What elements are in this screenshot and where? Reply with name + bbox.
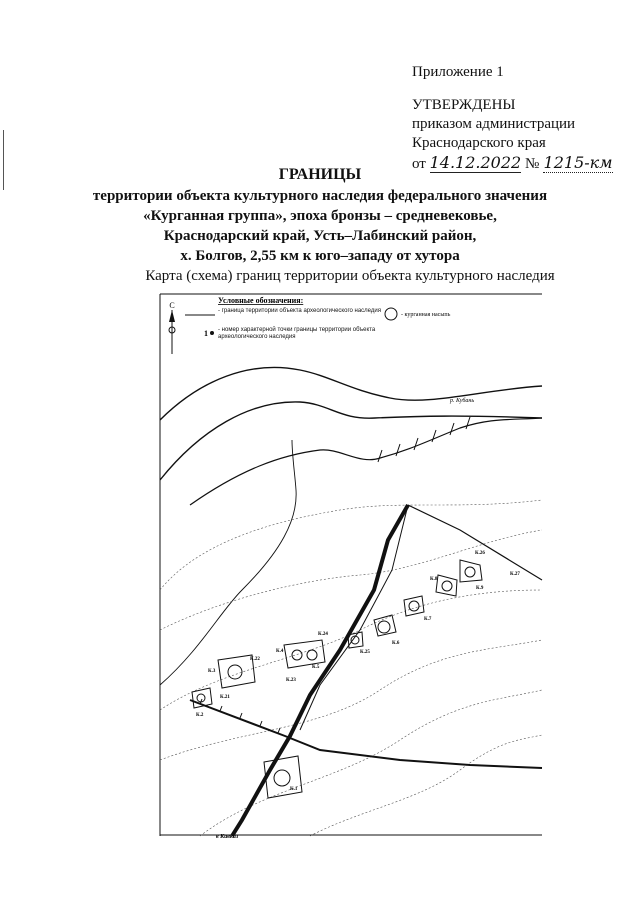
legend [185, 296, 451, 349]
title-line-2: «Курганная группа», эпоха бронзы – средневековье, [143, 208, 497, 224]
kurgan-label: К.9 [476, 586, 484, 591]
kurgan-label: К.3 [208, 669, 216, 674]
order-line-1: приказом администрации [412, 116, 576, 132]
kurgan-label: К.1 [290, 787, 298, 792]
appendix-label: Приложение 1 [412, 64, 504, 80]
legend-heading: Условные обозначения: [218, 296, 304, 305]
kurgan-label: К.26 [475, 551, 485, 556]
kurgan-label: К.27 [510, 572, 520, 577]
kurgan-label: К.21 [220, 695, 230, 700]
legend-point-number: 1 [204, 329, 208, 338]
title-line-3: Краснодарский край, Усть–Лабинский район, [163, 228, 477, 244]
scan-margin-line [3, 130, 4, 190]
kurgan-label: К.24 [318, 632, 328, 637]
number-prefix: № [524, 156, 540, 172]
kurgan-label: К.2 [196, 713, 204, 718]
road-east [408, 505, 542, 580]
road-destination-label: в Кавказ [216, 834, 239, 840]
boundary-map [160, 290, 542, 840]
legend-item-kurgan: - курганная насыпь [401, 312, 451, 318]
kurgan-label: К.25 [360, 650, 370, 655]
kurgan-label: К.23 [286, 678, 296, 683]
approved-heading: УТВЕРЖДЕНЫ [412, 97, 516, 113]
order-date: 14.12.2022 [429, 153, 522, 172]
title-line-4: х. Болгов, 2,55 км к юго–западу от хутора [180, 248, 460, 264]
title-line-1: территории объекта культурного наследия федерального значения [92, 188, 548, 204]
main-road [232, 505, 408, 836]
svg-text:С: С [169, 301, 175, 310]
kurgan-label: К.6 [392, 641, 400, 646]
map-caption: Карта (схема) границ территории объекта культурного наследия [145, 268, 555, 284]
legend-item-point: - номер характерной точки границы территории объекта археологического наследия [218, 327, 376, 340]
kurgan-label: К.4 [276, 649, 284, 654]
date-prefix: от [412, 156, 426, 172]
river-kuban [160, 367, 542, 480]
river-label: р. Кубань [450, 398, 475, 404]
approval-block [412, 96, 613, 174]
kurgan-label: К.7 [424, 617, 432, 622]
road-parallel [300, 505, 408, 730]
north-arrow-icon [169, 301, 175, 354]
kurgan-label: К.8 [430, 577, 438, 582]
kurgan-label: К.22 [250, 657, 260, 662]
legend-item-boundary: - граница территории объекта археологического наследия [218, 308, 381, 314]
document-title: ГРАНИЦЫ [278, 166, 362, 183]
kurgan-label: К.5 [312, 665, 320, 670]
legend-point-icon [210, 331, 214, 335]
road-south [190, 700, 542, 768]
order-line-2: Краснодарского края [412, 135, 546, 151]
order-number: 1215-км [543, 153, 613, 172]
